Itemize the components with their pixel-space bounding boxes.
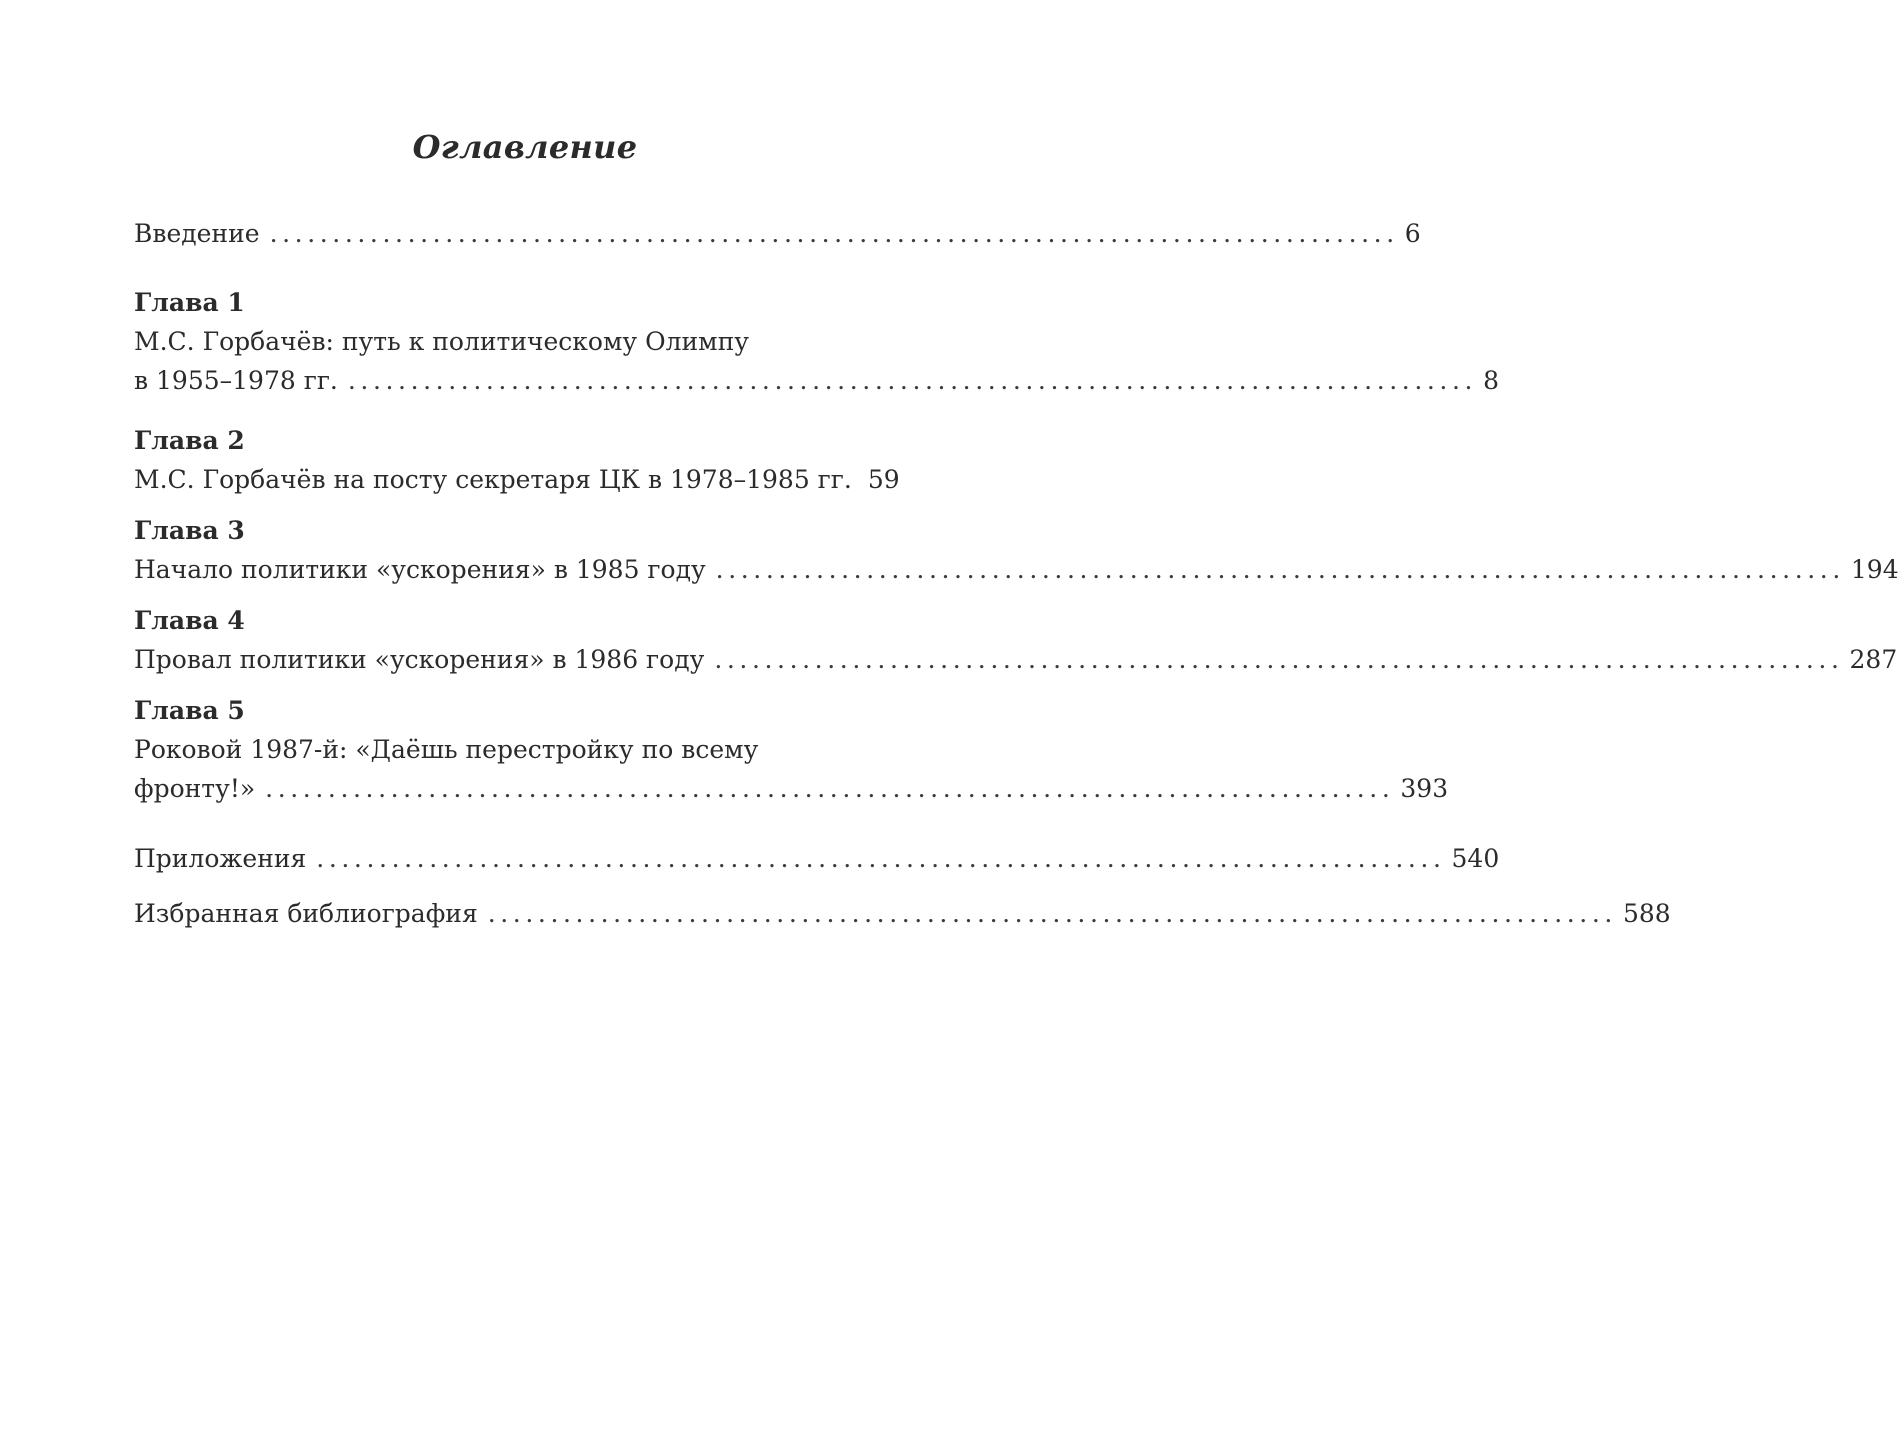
toc-entry-bibliography[interactable]	[134, 894, 1671, 933]
chapter-title-last-line	[134, 769, 1449, 808]
page-number: 287	[1849, 645, 1898, 674]
chapter-label: Глава 2	[134, 426, 245, 455]
toc-entry-title: Приложения	[134, 844, 307, 873]
toc-entry-intro[interactable]	[134, 214, 1421, 253]
chapter-label: Глава 3	[134, 516, 245, 545]
toc-entry-appendix[interactable]	[134, 839, 1500, 878]
chapter-label: Глава 5	[134, 696, 245, 725]
page-number: 393	[1400, 774, 1449, 803]
toc-chapter-2[interactable]	[134, 421, 899, 499]
dot-leader: ..........................................................................................	[715, 555, 1845, 584]
page-number: 540	[1451, 844, 1500, 873]
chapter-title-line: Провал политики «ускорения» в 1986 году	[134, 645, 705, 674]
page-number: 8	[1483, 366, 1499, 395]
chapter-title-line: Начало политики «ускорения» в 1985 году	[134, 555, 706, 584]
chapter-title-line: в 1955–1978 гг.	[134, 366, 338, 395]
toc-entry-title: Введение	[134, 219, 260, 248]
chapter-label: Глава 4	[134, 606, 245, 635]
dot-leader: ..........................................................................................	[316, 844, 1446, 873]
toc-chapter-3[interactable]	[134, 511, 1899, 589]
page-number: 6	[1404, 219, 1421, 248]
chapter-title-line: М.С. Горбачёв на посту секретаря ЦК в 1978–1985 гг.	[134, 465, 852, 494]
chapter-title-line: М.С. Горбачёв: путь к политическому Олимпу	[134, 327, 749, 356]
dot-leader: ..........................................................................................	[487, 899, 1617, 928]
chapter-title-line: Роковой 1987-й: «Даёшь перестройку по всему	[134, 735, 759, 764]
dot-leader: ..........................................................................................	[714, 645, 1844, 674]
page-number: 59	[867, 465, 900, 494]
page-number: 194	[1850, 555, 1899, 584]
chapter-title-last-line	[134, 550, 1899, 589]
toc-chapter-1[interactable]	[134, 283, 1499, 400]
chapter-title-last-line	[134, 361, 1499, 400]
chapter-title-line: фронту!»	[134, 774, 256, 803]
toc-chapter-5[interactable]	[134, 691, 1449, 808]
dot-leader: ..........................................................................................	[347, 366, 1478, 395]
toc-entry-title: Избранная библиография	[134, 899, 478, 928]
table-of-contents	[134, 214, 1899, 933]
chapter-label: Глава 1	[134, 288, 245, 317]
chapter-title-last-line	[134, 460, 899, 499]
chapter-title-last-line	[134, 640, 1898, 679]
dot-leader: ..........................................................................................	[265, 774, 1395, 803]
page-title: Оглавление	[412, 128, 638, 166]
page-number: 588	[1622, 899, 1671, 928]
dot-leader: ..........................................................................................	[269, 219, 1399, 248]
toc-chapter-4[interactable]	[134, 601, 1898, 679]
